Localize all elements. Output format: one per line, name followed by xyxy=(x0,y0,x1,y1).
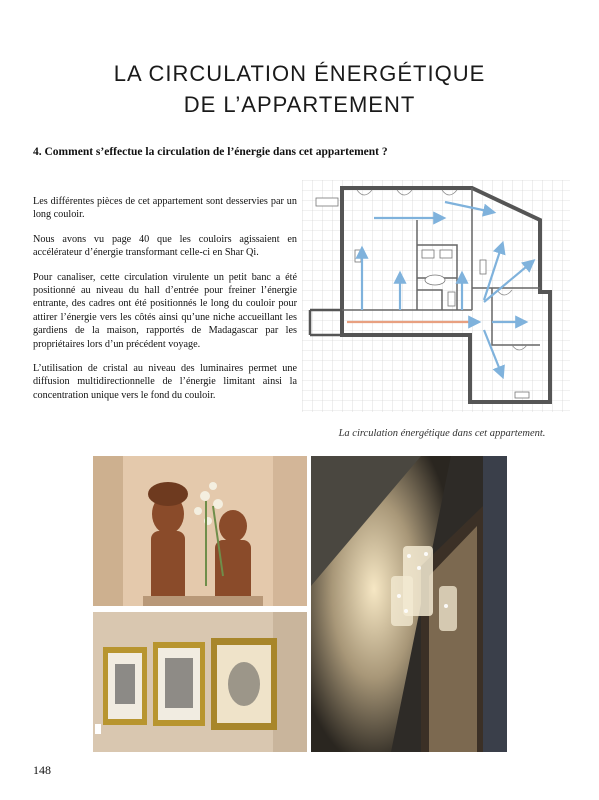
paragraph-4: L’utilisation de cristal au niveau des luminaires permet une diffusion multidirectionnelle de l’énergie limitant ainsi la concentration unique vers le fond du couloir. xyxy=(33,363,297,401)
page-number: 148 xyxy=(33,763,51,777)
statues-photo xyxy=(93,456,307,606)
title-line-1: LA CIRCULATION ÉNERGÉTIQUE xyxy=(113,61,486,86)
frames-photo xyxy=(93,612,307,752)
body-text xyxy=(33,195,297,413)
page-title xyxy=(0,58,599,120)
paragraph-3: Pour canaliser, cette circulation virulente un petit banc a été positionné au niveau du hall d’entrée pour freiner l’énergie entrante, des cadres ont été positionnés le long du couloir pour attirer l’énergie vers les côtés ainsi qu’une niche accueillant les gardiens de la maison, rapportés de Madagascar par les propriétaires lors d’un précédent voyage. xyxy=(33,271,297,350)
floor-plan xyxy=(302,180,570,412)
paragraph-2: Nous avons vu page 40 que les couloirs agissaient en accélérateur d’énergie transformant celle-ci en Shar Qi. xyxy=(33,233,297,259)
figure-caption: La circulation énergétique dans cet appartement. xyxy=(338,428,546,439)
paragraph-1: Les différentes pièces de cet appartement sont desservies par un long couloir. xyxy=(33,196,297,221)
chandelier-photo xyxy=(311,456,507,752)
section-question: 4. Comment s’effectue la circulation de l’énergie dans cet appartement ? xyxy=(33,146,388,158)
title-line-2: DE L’APPARTEMENT xyxy=(183,92,416,117)
